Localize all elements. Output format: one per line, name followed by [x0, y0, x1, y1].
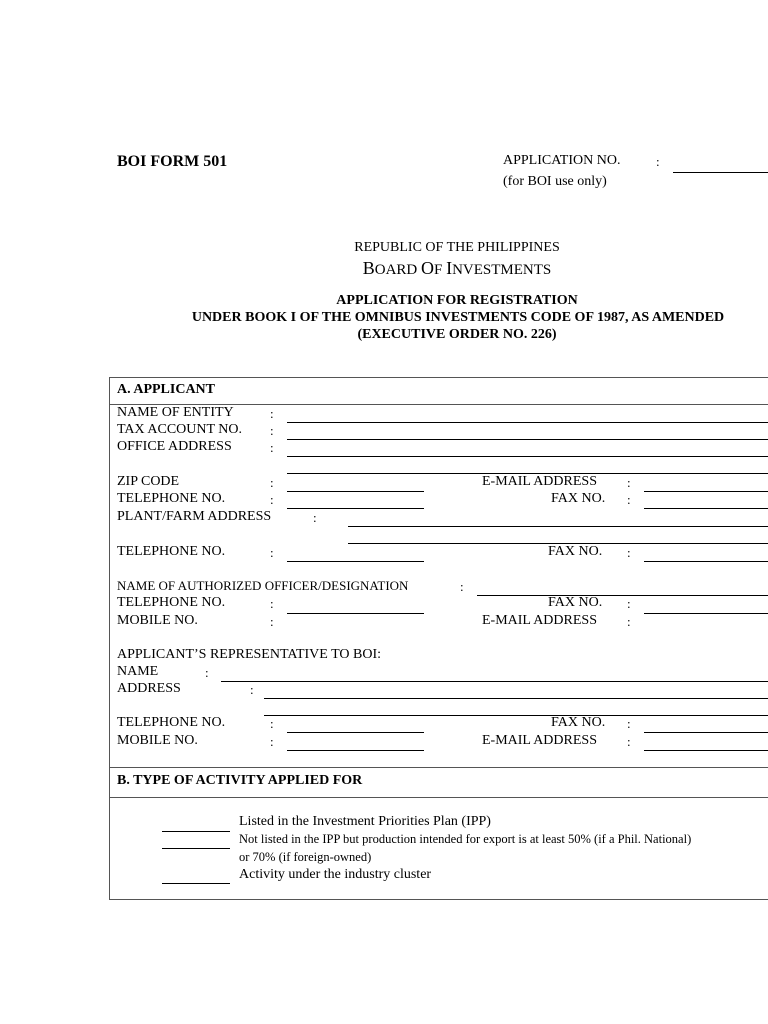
divider	[109, 797, 768, 798]
email-address-label: E-MAIL ADDRESS	[482, 474, 597, 489]
colon: :	[627, 716, 631, 731]
plant-fax-field[interactable]	[644, 561, 768, 562]
office-address-field[interactable]	[287, 456, 768, 457]
colon: :	[656, 154, 660, 169]
section-b-heading: B. TYPE OF ACTIVITY APPLIED FOR	[117, 773, 363, 788]
colon: :	[270, 423, 274, 438]
representative-address-field[interactable]	[264, 698, 768, 699]
section-a-heading: A. APPLICANT	[117, 382, 216, 397]
telephone-no-field[interactable]	[287, 508, 424, 509]
colon: :	[270, 406, 274, 421]
telephone-no-label: TELEPHONE NO.	[117, 544, 226, 559]
board-of-investments-heading: BOARD OF INVESTMENTS	[362, 258, 552, 278]
colon: :	[270, 440, 274, 455]
colon: :	[460, 579, 464, 594]
name-of-entity-field[interactable]	[287, 422, 768, 423]
colon: :	[627, 545, 631, 560]
fax-no-field[interactable]	[644, 508, 768, 509]
officer-fax-field[interactable]	[644, 613, 768, 614]
mobile-no-label: MOBILE NO.	[117, 613, 198, 628]
representative-address-field-2[interactable]	[264, 715, 768, 716]
colon: :	[270, 545, 274, 560]
colon: :	[270, 596, 274, 611]
email-address-label: E-MAIL ADDRESS	[482, 613, 597, 628]
authorized-officer-label: NAME OF AUTHORIZED OFFICER/DESIGNATION	[117, 578, 409, 593]
fax-no-label: FAX NO.	[548, 595, 603, 610]
representative-label: APPLICANT’S REPRESENTATIVE TO BOI:	[117, 647, 381, 662]
divider	[109, 767, 768, 768]
telephone-no-label: TELEPHONE NO.	[117, 715, 226, 730]
rep-email-field[interactable]	[644, 750, 768, 751]
ipp-checkbox-line[interactable]	[162, 831, 230, 832]
application-no-label: APPLICATION NO.	[503, 153, 621, 168]
colon: :	[313, 510, 317, 525]
tax-account-no-field[interactable]	[287, 439, 768, 440]
application-title: APPLICATION FOR REGISTRATION	[336, 293, 578, 308]
export-checkbox-line[interactable]	[162, 848, 230, 849]
name-of-entity-label: NAME OF ENTITY	[117, 405, 234, 420]
colon: :	[627, 475, 631, 490]
email-address-field[interactable]	[644, 491, 768, 492]
office-address-label: OFFICE ADDRESS	[117, 439, 232, 454]
address-label: ADDRESS	[117, 681, 181, 696]
email-address-label: E-MAIL ADDRESS	[482, 733, 597, 748]
option-export: Not listed in the IPP but production intended for export is at least 50% (if a Phil. National)	[239, 832, 692, 846]
zip-code-label: ZIP CODE	[117, 474, 180, 489]
tax-account-no-label: TAX ACCOUNT NO.	[117, 422, 243, 437]
rep-fax-field[interactable]	[644, 732, 768, 733]
boi-use-note: (for BOI use only)	[503, 174, 607, 189]
fax-no-label: FAX NO.	[551, 715, 606, 730]
representative-name-field[interactable]	[221, 681, 768, 682]
mobile-no-label: MOBILE NO.	[117, 733, 198, 748]
plant-telephone-field[interactable]	[287, 561, 424, 562]
colon: :	[270, 492, 274, 507]
plant-farm-address-label: PLANT/FARM ADDRESS	[117, 509, 272, 524]
colon: :	[270, 475, 274, 490]
executive-order: (EXECUTIVE ORDER NO. 226)	[357, 327, 557, 342]
officer-telephone-field[interactable]	[287, 613, 424, 614]
option-ipp: Listed in the Investment Priorities Plan (IPP)	[239, 814, 491, 829]
telephone-no-label: TELEPHONE NO.	[117, 491, 226, 506]
colon: :	[627, 734, 631, 749]
colon: :	[270, 614, 274, 629]
colon: :	[205, 665, 209, 680]
option-cluster: Activity under the industry cluster	[239, 867, 432, 882]
republic-heading: REPUBLIC OF THE PHILIPPINES	[354, 240, 560, 255]
fax-no-label: FAX NO.	[551, 491, 606, 506]
form-title: BOI FORM 501	[117, 153, 228, 170]
application-no-field[interactable]	[673, 172, 768, 173]
application-subtitle: UNDER BOOK I OF THE OMNIBUS INVESTMENTS CODE OF 1987, AS AMENDED	[191, 310, 725, 325]
authorized-officer-field[interactable]	[477, 595, 768, 596]
colon: :	[627, 614, 631, 629]
colon: :	[270, 716, 274, 731]
colon: :	[270, 734, 274, 749]
telephone-no-label: TELEPHONE NO.	[117, 595, 226, 610]
cluster-checkbox-line[interactable]	[162, 883, 230, 884]
rep-mobile-field[interactable]	[287, 750, 424, 751]
colon: :	[250, 682, 254, 697]
name-label: NAME	[117, 664, 159, 679]
zip-code-field[interactable]	[287, 491, 424, 492]
colon: :	[627, 492, 631, 507]
rep-telephone-field[interactable]	[287, 732, 424, 733]
option-export-continued: or 70% (if foreign-owned)	[239, 850, 372, 864]
plant-farm-address-field[interactable]	[348, 526, 768, 527]
fax-no-label: FAX NO.	[548, 544, 603, 559]
colon: :	[627, 596, 631, 611]
